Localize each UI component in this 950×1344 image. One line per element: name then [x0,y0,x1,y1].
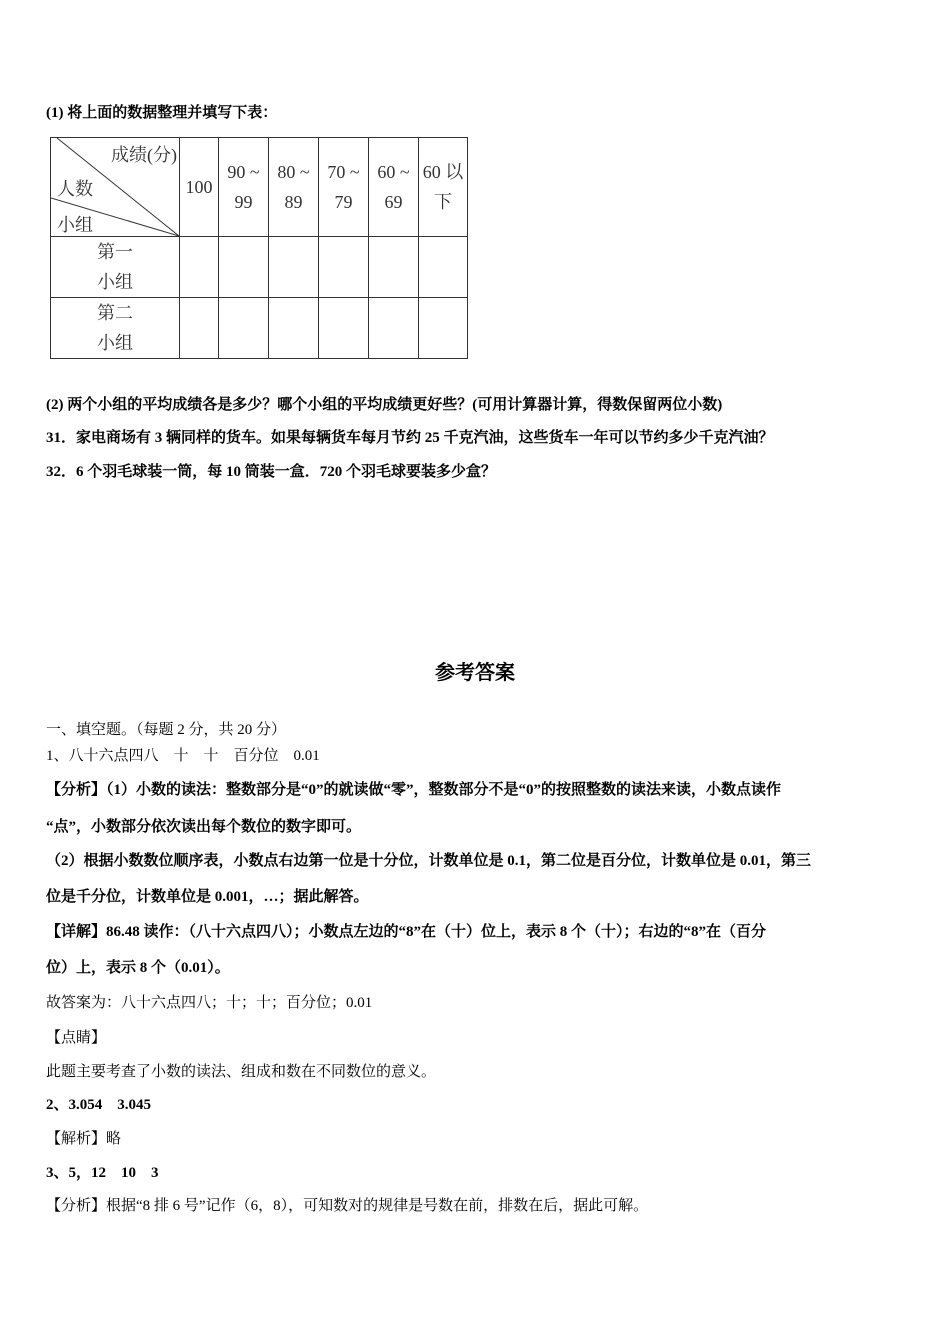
row-label-group-1: 第一 小组 [51,237,180,298]
table-cell [219,237,269,298]
table-cell [319,237,369,298]
table-cell [419,237,468,298]
table-cell [180,237,219,298]
column-header-60-69: 60 ~ 69 [369,138,419,237]
table-cell [369,298,419,359]
diagonal-header-cell [51,138,180,237]
answer-1-detail-line-1: 【详解】86.48 读作：（八十六点四八）；小数点左边的“8”在（十）位上，表示 8 个（十）；右边的“8”在（百分 [46,924,767,940]
column-header-70-79: 70 ~ 79 [319,138,369,237]
row-label-group-2: 第二 小组 [51,298,180,359]
answer-1-analysis-line-1: 【分析】（1）小数的读法：整数部分是“0”的就读做“零”，整数部分不是“0”的按照整数的读法来读，小数点读作 [46,782,782,798]
score-table [50,137,468,359]
table-row [51,237,468,298]
header-group-label: 小组 [57,215,93,235]
table-cell [269,237,319,298]
answer-1-comment: 此题主要考查了小数的读法、组成和数在不同数位的意义。 [46,1064,437,1080]
header-score-label: 成绩(分) [111,145,177,165]
section-heading: 一、填空题。（每题 2 分，共 20 分） [46,722,287,738]
question-30-part-1: (1) 将上面的数据整理并填写下表： [46,105,278,121]
table-cell [319,298,369,359]
answer-1-analysis-line-4: 位是千分位，计数单位是 0.001，…；据此解答。 [46,889,369,905]
answer-1-detail-line-2: 位）上，表示 8 个（0.01）。 [46,960,230,976]
table-cell [419,298,468,359]
table-header-row [51,138,468,237]
answer-3-analysis: 【分析】根据“8 排 6 号”记作（6，8），可知数对的规律是号数在前，排数在后，据此可解。 [46,1198,649,1214]
answer-2: 2、3.054 3.045 [46,1097,152,1113]
answer-1-final: 故答案为：八十六点四八；十；十；百分位；0.01 [46,995,373,1011]
question-30-part-2: (2) 两个小组的平均成绩各是多少？哪个小组的平均成绩更好些？(可用计算器计算，得数保留两位小数) [46,397,723,413]
answer-2-analysis: 【解析】略 [46,1131,122,1147]
column-header-80-89: 80 ~ 89 [269,138,319,237]
table-row [51,298,468,359]
answers-title: 参考答案 [435,662,515,684]
column-header-100: 100 [180,138,219,237]
table-cell [180,298,219,359]
table-cell [369,237,419,298]
column-header-90-99: 90 ~ 99 [219,138,269,237]
header-count-label: 人数 [57,179,93,199]
answer-1-comment-label: 【点睛】 [46,1030,107,1046]
answer-1-analysis-line-2: “点”，小数部分依次读出每个数位的数字即可。 [46,819,362,835]
table-cell [269,298,319,359]
answer-3: 3、5，12 10 3 [46,1165,159,1181]
question-31: 31．家电商场有 3 辆同样的货车。如果每辆货车每月节约 25 千克汽油，这些货车一年可以节约多少千克汽油？ [46,430,774,446]
answer-1: 1、八十六点四八 十 十 百分位 0.01 [46,748,320,764]
column-header-below-60: 60 以 下 [419,138,468,237]
answer-1-analysis-line-3: （2）根据小数数位顺序表，小数点右边第一位是十分位，计数单位是 0.1，第二位是百分位，计数单位是 0.01，第三 [46,853,812,869]
table-cell [219,298,269,359]
question-32: 32．6 个羽毛球装一筒，每 10 筒装一盒．720 个羽毛球要装多少盒？ [46,464,497,480]
